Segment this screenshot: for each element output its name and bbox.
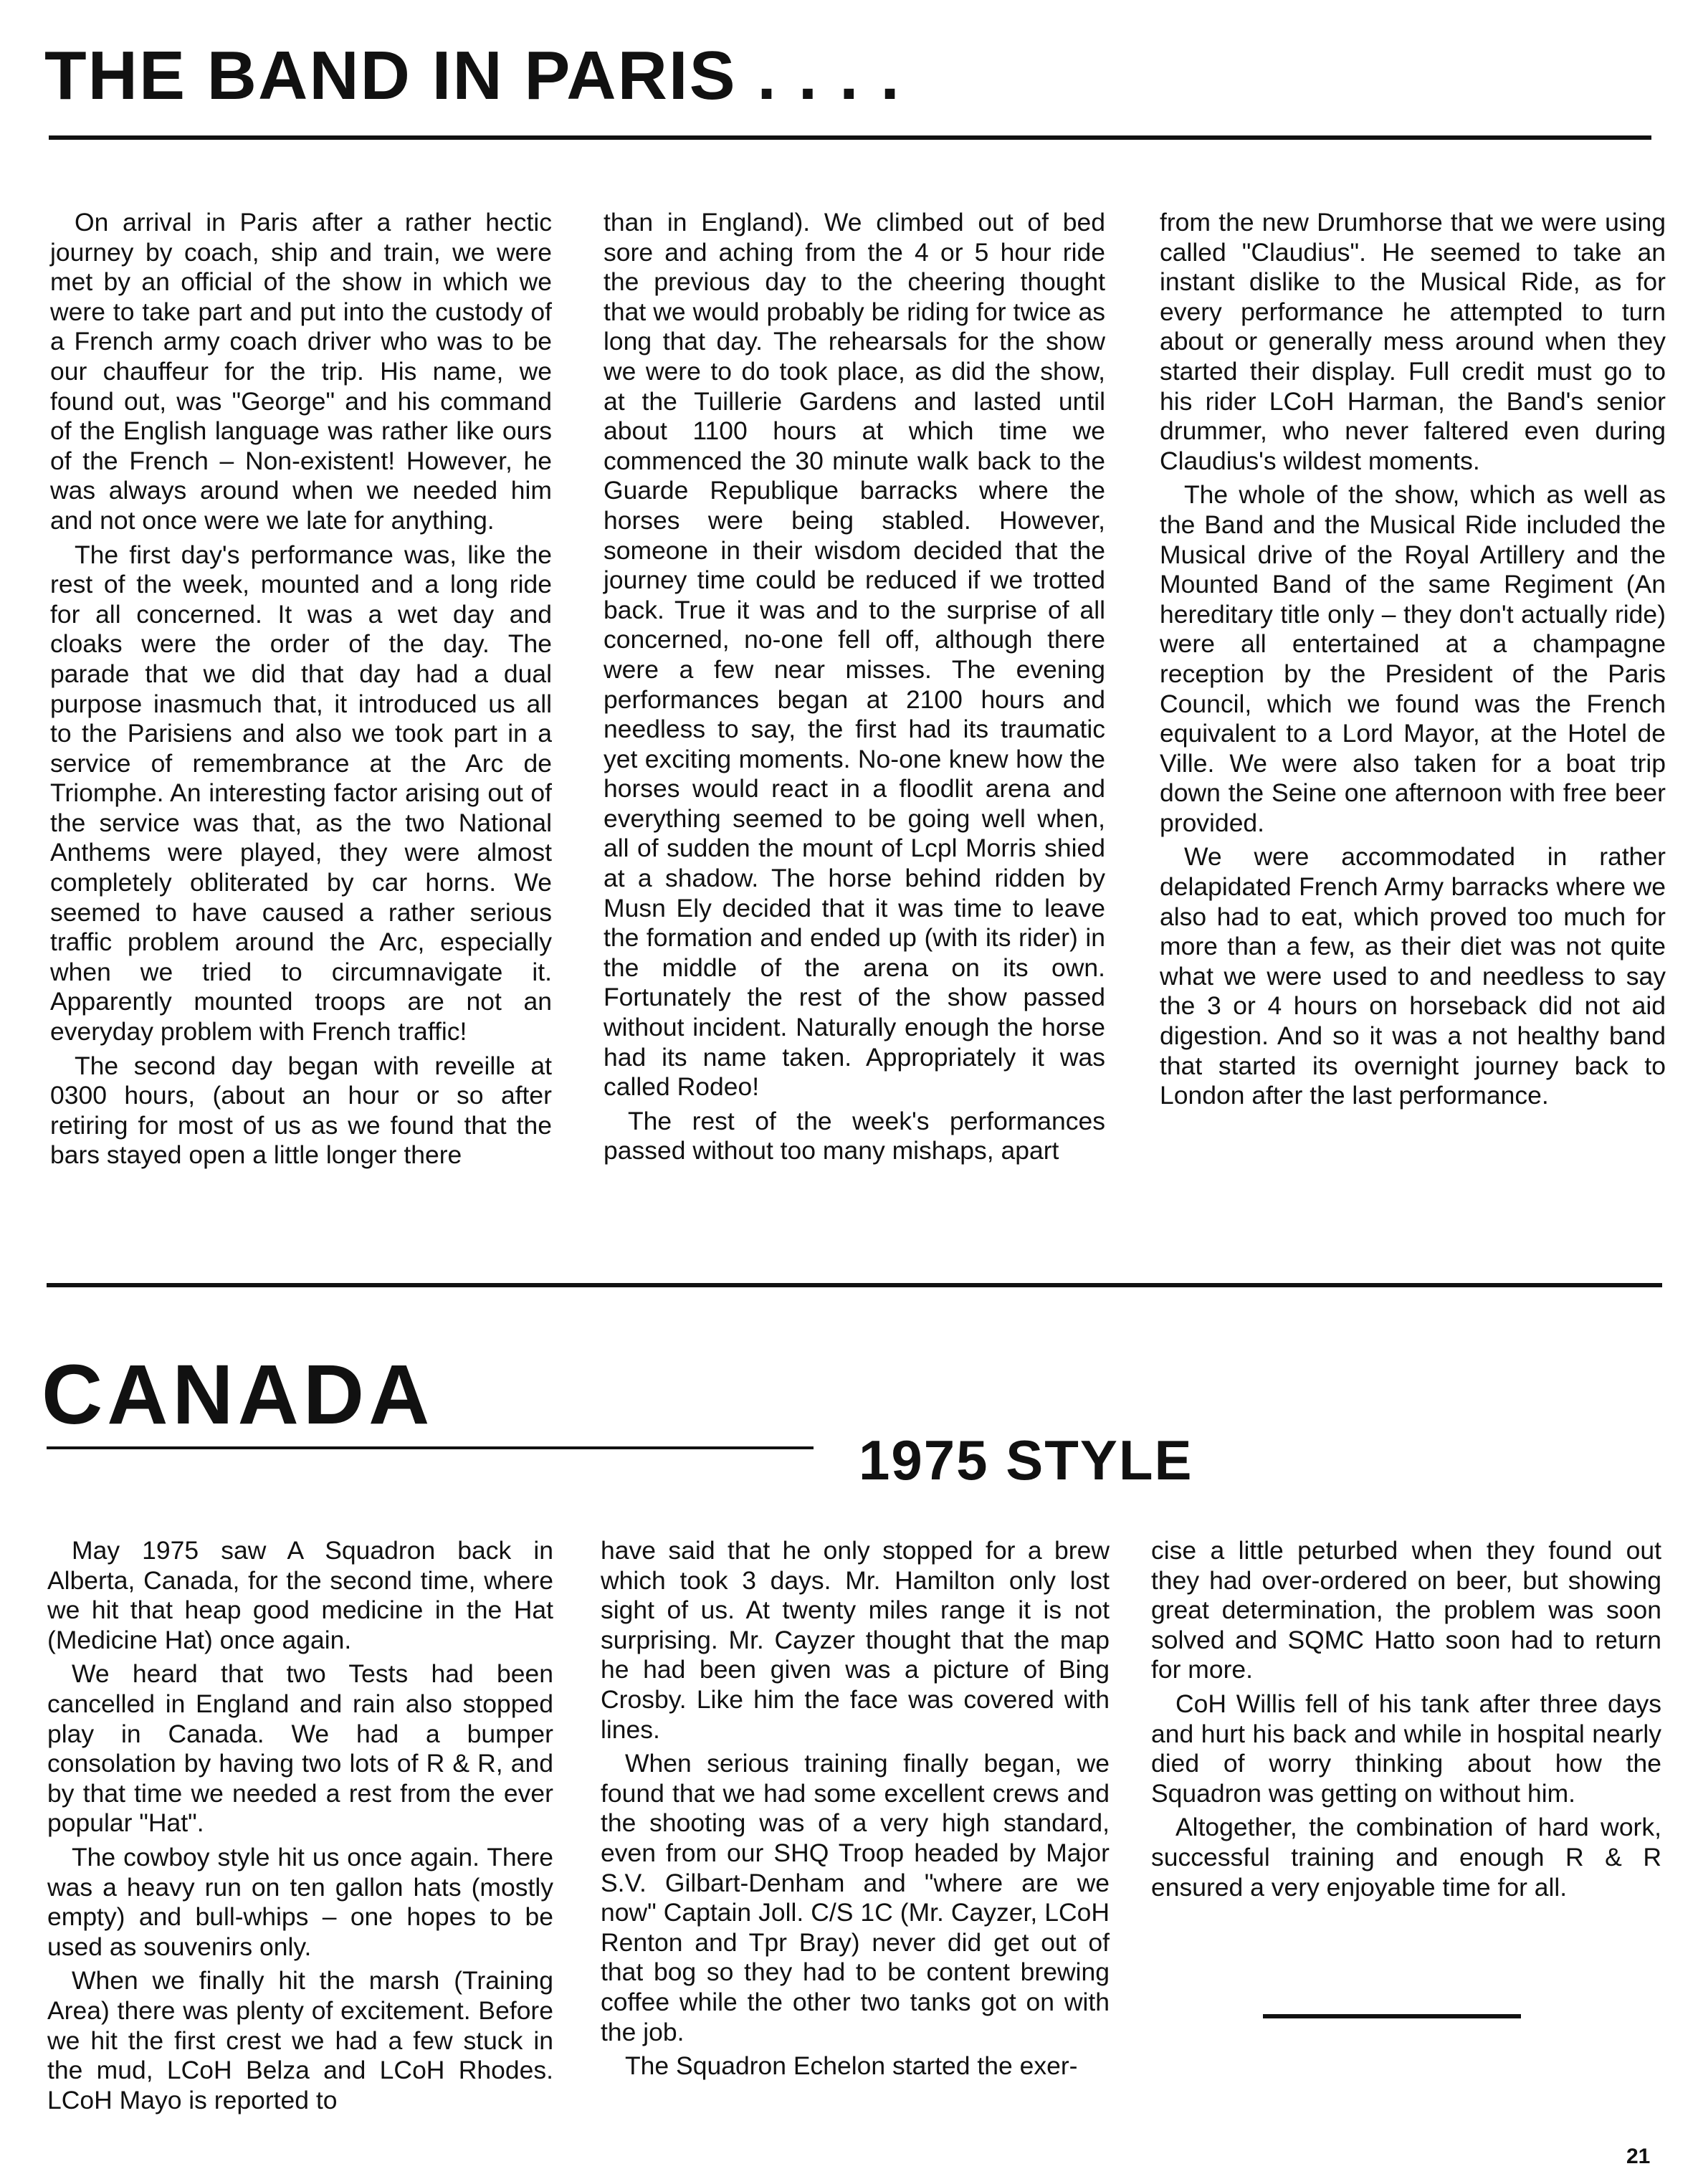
paragraph: Altogether, the combination of hard work, successful training and enough R & R ensured a very enjoyable time for all. [1151,1813,1661,1902]
paragraph: The whole of the show, which as well as the Band and the Musical Ride included the Musical drive of the Royal Artillery and the Mounted Band of the same Regiment (An hereditary title only – they don't actually ride) were all entertained at a champagne reception by the President of the Paris Council, which we found was the French equivalent to a Lord Mayor, at the Hotel de Ville. We were also taken for a boat trip down the Seine one afternoon with free beer provided. [1160,480,1666,837]
end-of-article-rule [1263,2014,1521,2018]
title-underline [47,1446,814,1449]
paragraph: The cowboy style hit us once again. There was a heavy run on ten gallon hats (mostly empty) and bull-whips – one hopes to be used as souvenirs only. [47,1842,553,1961]
paragraph: The first day's performance was, like the rest of the week, mounted and a long ride for all concerned. It was a wet day and cloaks were the order of the day. The parade that we did that day had a dual purpose inasmuch that, it introduced us all to the Parisiens and also we took part in a service of remembrance at the Arc de Triomphe. An interesting factor arising out of the service was that, as the two National Anthems were played, they were almost completely obliterated by car horns. We seemed to have caused a rather serious traffic problem around the Arc, especially when we tried to circumnavigate it. Apparently mounted troops are not an everyday problem with French traffic! [50,540,552,1046]
canada-column-1 [47,1536,553,2119]
paragraph: The rest of the week's performances passed without too many mishaps, apart [604,1106,1105,1165]
title-underline [49,135,1651,140]
article-title-paris: THE BAND IN PARIS . . . . [44,37,901,114]
paragraph: On arrival in Paris after a rather hectic journey by coach, ship and train, we were met by an official of the show in which we were to take part and put into the custody of a French army coach driver who was to be our chauffeur for the trip. His name, we found out, was "George" and his command of the English language was rather like ours of the French – Non-existent! However, he was always around when we needed him and not once were we late for anything. [50,208,552,535]
paragraph: When we finally hit the marsh (Training Area) there was plenty of excitement. Before we hit the first crest we had a few stuck in the mud, LCoH Belza and LCoH Rhodes. LCoH Mayo is reported to [47,1966,553,2114]
paragraph: We heard that two Tests had been cancelled in England and rain also stopped play in Canada. We had a bumper consolation by having two lots of R & R, and by that time we needed a rest from the ever popular "Hat". [47,1659,553,1838]
paragraph: The Squadron Echelon started the exer- [625,2051,1078,2081]
paragraph: have said that he only stopped for a brew which took 3 days. Mr. Hamilton only lost sight of us. At twenty miles range it is not surprising. Mr. Cayzer thought that the map he had been given was a picture of Bing Crosby. Like him the face was covered with lines. [601,1536,1110,1744]
paragraph: than in England). We climbed out of bed sore and aching from the 4 or 5 hour ride the previous day to the cheering thought that we would probably be riding for twice as long that day. The rehearsals for the show we were to do took place, as did the show, at the Tuillerie Gardens and lasted until about 1100 hours at which time we commenced the 30 minute walk back to the Guarde Republique barracks where the horses were being stabled. However, someone in their wisdom decided that the journey time could be reduced if we trotted back. True it was and to the surprise of all concerned, no-one fell off, although there were a few near misses. The evening performances began at 2100 hours and needless to say, the first had its traumatic yet exciting moments. No-one knew how the horses would react in a floodlit arena and everything seemed to be going well when, all of sudden the mount of Lcpl Morris shied at a shadow. The horse behind ridden by Musn Ely decided that it was time to leave the formation and ended up (with its rider) in the middle of the arena on its own. Fortunately the rest of the show passed without incident. Naturally enough the horse had its name taken. Appropriately it was called Rodeo! [604,208,1105,1102]
page-number: 21 [1626,2145,1651,2168]
canada-column-3 [1151,1536,1661,1907]
paragraph: from the new Drumhorse that we were using called "Claudius". He seemed to take an instant dislike to the Musical Ride, as for every performance he attempted to turn about or generally mess around when they started their display. Full credit must go to his rider LCoH Harman, the Band's senior drummer, who never faltered even during Claudius's wildest moments. [1160,208,1666,475]
canada-column-2 [601,1536,1110,2086]
paragraph: The second day began with reveille at 0300 hours, (about an hour or so after retiring for most of us as we found that the bars stayed open a little longer there [50,1051,552,1170]
paris-column-2 [604,208,1105,1170]
article-subtitle: 1975 STYLE [859,1429,1193,1492]
paragraph: May 1975 saw A Squadron back in Alberta, Canada, for the second time, where we hit that heap good medicine in the Hat (Medicine Hat) once again. [47,1536,553,1654]
paragraph: When serious training finally began, we found that we had some excellent crews and the shooting was of a very high standard, even from our SHQ Troop headed by Major S.V. Gilbart-Denham and "where are we now" Captain Joll. C/S 1C (Mr. Cayzer, LCoH Renton and Tpr Bray) never did get out of that bog so they had to be content brewing coffee while the other two tanks got on with the job. [601,1749,1110,2046]
paris-column-1 [50,208,552,1175]
paragraph: cise a little peturbed when they found out they had over-ordered on beer, but showing great determination, the problem was soon solved and SQMC Hatto soon had to return for more. [1151,1536,1661,1684]
article-title-canada: CANADA [42,1348,434,1442]
paragraph: We were accommodated in rather delapidated French Army barracks where we also had to eat, which proved too much for more than a few, as their diet was not quite what we were used to and needless to say the 3 or 4 hours on horseback did not aid digestion. And so it was a not healthy band that started its overnight journey back to London after the last performance. [1160,842,1666,1110]
paragraph: CoH Willis fell of his tank after three days and hurt his back and while in hospital nearly died of worry thinking about how the Squadron was getting on without him. [1151,1689,1661,1808]
section-divider [47,1283,1662,1287]
paris-column-3 [1160,208,1666,1115]
